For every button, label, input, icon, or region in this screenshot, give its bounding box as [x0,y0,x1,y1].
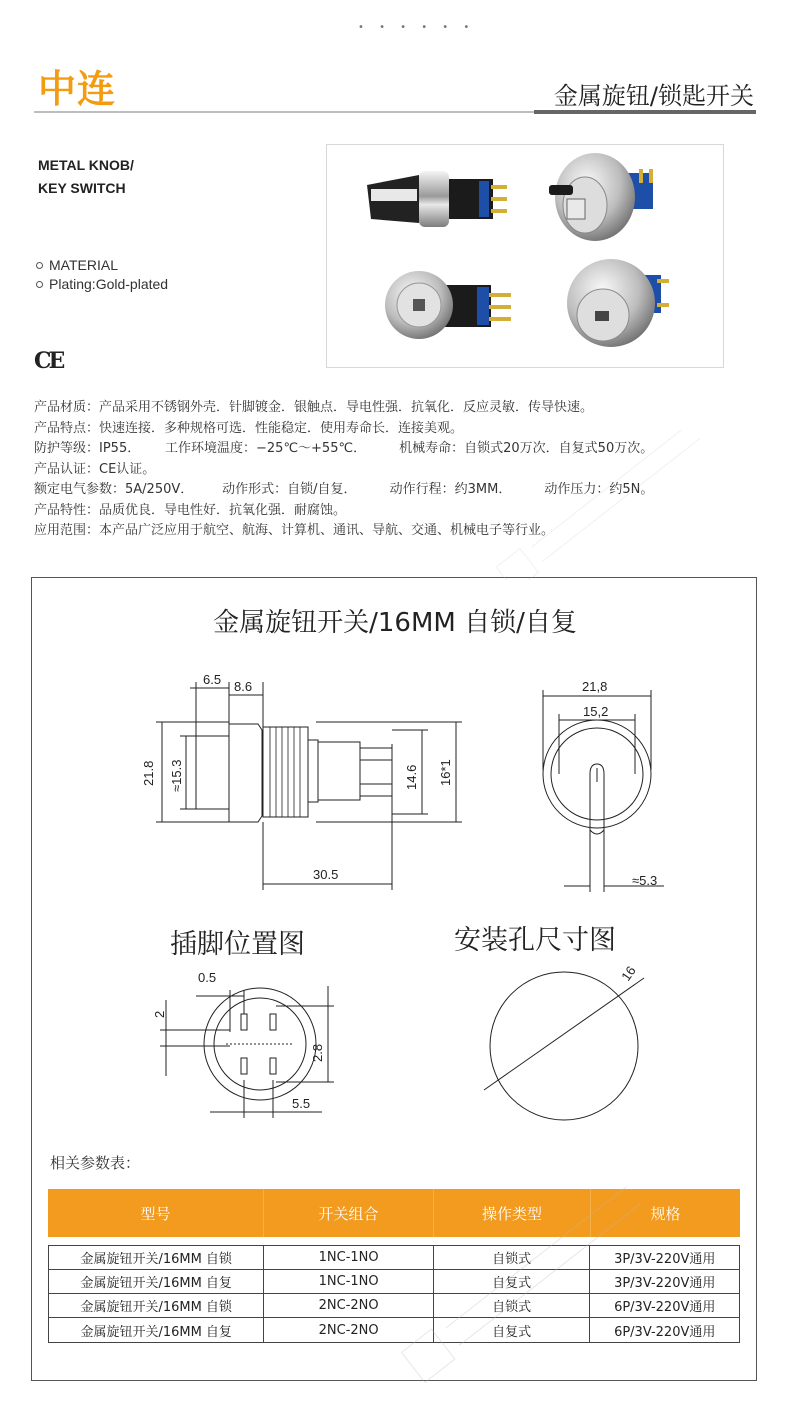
dim-side-d1: 6.5 [203,672,222,687]
cell-operation-type: 自锁式 [434,1294,591,1317]
brand-logo: 中连 [38,67,117,111]
header-switch-combo: 开关组合 [264,1189,434,1237]
dim-front-d2: 15,2 [583,704,609,719]
header-model: 型号 [48,1189,264,1237]
pin-layout-title: 插脚位置图 [170,929,305,960]
english-title-line-1: METAL KNOB/ [38,157,134,173]
table-row [49,1294,739,1318]
diagram-title: 金属旋钮开关/16MM 自锁/自复 [213,608,577,638]
cell-spec: 6P/3V-220V通用 [614,1324,716,1340]
english-title-line-2: KEY SWITCH [38,180,126,196]
cell-spec: 3P/3V-220V通用 [614,1276,716,1291]
material-item: Plating:Gold-plated [36,275,168,294]
dim-pin-d4: 5.5 [292,1096,311,1111]
cell-model: 金属旋钮开关/16MM 自复 [49,1270,264,1293]
dim-side-d4: ≈15.3 [169,759,184,792]
decorative-dots: • • • • • • [358,22,476,33]
table-row [49,1318,739,1342]
cell-operation-type: 自锁式 [434,1246,591,1269]
spec-applications: 应用范围：本产品广泛应用于航空、航海、计算机、通讯、导航、交通、机械电子等行业。 [34,523,555,538]
dim-side-d2: 8.6 [234,679,253,694]
header-operation-type: 操作类型 [434,1189,591,1237]
table-header [48,1189,740,1237]
dim-pin-d1: 0.5 [198,970,217,985]
spec-certification: 产品认证：CE认证。 [34,461,156,477]
cell-switch-combo: 2NC-2NO [264,1318,434,1342]
dim-hole: 16 [618,963,639,984]
table-row [49,1270,739,1294]
material-item: MATERIAL [36,256,168,275]
dim-side-d3: 21.8 [141,760,156,786]
dim-side-d5: 14.6 [404,764,419,790]
cell-operation-type: 自复式 [434,1270,591,1293]
dim-front-d3: ≈5.3 [632,873,658,888]
table-body [48,1245,740,1343]
dim-side-d7: 30.5 [313,867,339,882]
spec-protection: 防护等级：IP55． 工作环境温度：−25℃～+55℃． 机械寿命：自锁式20万次．自复式50万次。 [34,441,654,456]
cell-model: 金属旋钮开关/16MM 自锁 [49,1294,264,1317]
cell-switch-combo: 2NC-2NO [264,1294,434,1317]
table-row [49,1246,739,1270]
table-caption: 相关参数表： [50,1154,141,1172]
mounting-hole-title: 安装孔尺寸图 [454,925,616,956]
cell-spec: 6P/3V-220V通用 [614,1300,716,1315]
front-view-drawing [543,690,664,892]
cell-switch-combo: 1NC-1NO [264,1270,434,1293]
spec-features: 产品特点：快速连接．多种规格可选．性能稳定．使用寿命长．连接美观。 [34,420,464,436]
ce-mark: CE [34,348,63,374]
spec-characteristics: 产品特性：品质优良．导电性好．抗氧化强．耐腐蚀。 [34,502,347,518]
dim-pin-d3: 2.8 [310,1043,325,1062]
dim-pin-d2: 2 [152,1010,167,1018]
cell-model: 金属旋钮开关/16MM 自锁 [49,1246,264,1269]
cell-model: 金属旋钮开关/16MM 自复 [49,1318,264,1342]
dim-side-d6: 16*1 [438,759,453,786]
dim-front-d1: 21,8 [582,679,608,694]
cell-switch-combo: 1NC-1NO [264,1246,434,1269]
page-title: 金属旋钮/锁匙开关 [553,82,754,110]
spec-material: 产品材质：产品采用不锈钢外壳．针脚镀金．银触点．导电性强．抗氧化．反应灵敏．传导快速。 [34,400,594,415]
header-spec: 规格 [650,1204,681,1223]
cell-spec: 3P/3V-220V通用 [614,1252,716,1267]
cell-operation-type: 自复式 [434,1318,591,1342]
spec-electrical: 额定电气参数：5A/250V． 动作形式：自锁/自复． 动作行程：约3MM． 动作压力：约5N。 [34,482,654,497]
mounting-hole-drawing [484,972,644,1120]
